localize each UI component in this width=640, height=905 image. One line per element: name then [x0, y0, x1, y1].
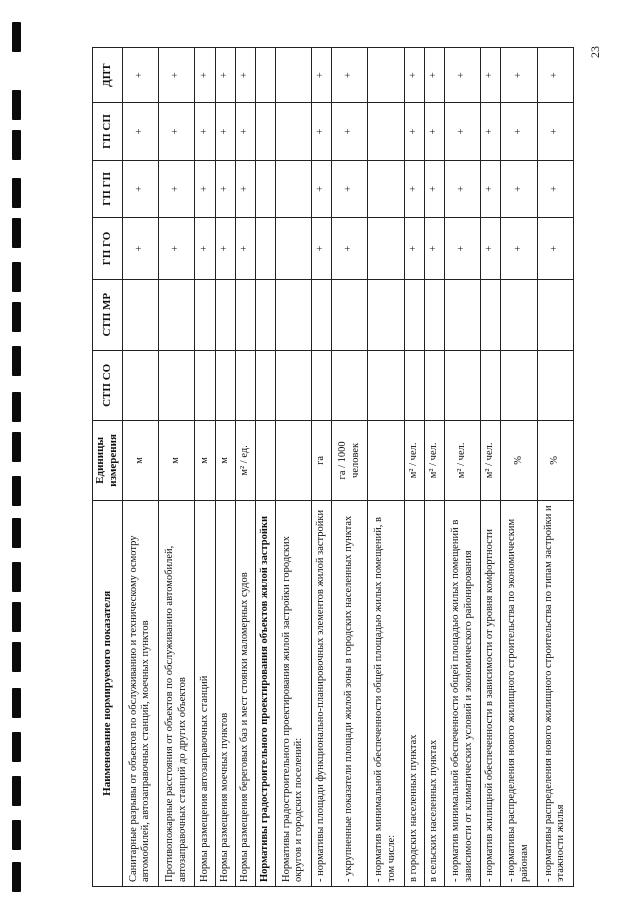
applicability-mark-cell: +	[501, 218, 537, 280]
applicability-mark-cell	[368, 160, 404, 217]
indicator-name-cell: Нормативы градостроительного проектирования жилой застройки городских округов и городских поселений:	[275, 500, 311, 886]
indicator-name-cell: - нормативы площади функционально-планировочных элементов жилой застройки	[312, 500, 332, 886]
applicability-mark-cell: +	[312, 218, 332, 280]
applicability-mark-cell: +	[215, 48, 235, 103]
applicability-mark-cell: +	[537, 103, 573, 160]
applicability-mark-cell: +	[122, 218, 158, 280]
binder-hole-strip	[12, 0, 22, 905]
applicability-mark-cell	[481, 350, 501, 421]
table-row	[312, 48, 332, 887]
indicator-name-cell: - норматив минимальной обеспеченности общей площадью жилых помещений, в том числе:	[368, 500, 404, 886]
applicability-mark-cell: +	[235, 160, 255, 217]
applicability-mark-cell	[368, 48, 404, 103]
indicator-name-cell: Санитарные разрывы от объектов по обслуживанию и техническому осмотру автомобилей, автозаправочных станций, моечных пунктов	[122, 500, 158, 886]
binder-hole	[12, 820, 21, 850]
rotated-table-container	[92, 47, 574, 887]
column-header: ГП ГП	[93, 160, 123, 217]
applicability-mark-cell	[537, 279, 573, 350]
unit-cell: %	[501, 421, 537, 500]
applicability-mark-cell	[275, 48, 311, 103]
applicability-mark-cell: +	[159, 48, 195, 103]
applicability-mark-cell	[255, 350, 275, 421]
indicator-name-cell: - нормативы распределения нового жилищного строительства по экономическим районам	[501, 500, 537, 886]
applicability-mark-cell: +	[312, 48, 332, 103]
column-header: СТП СО	[93, 350, 123, 421]
column-header: ГП ГО	[93, 218, 123, 280]
applicability-mark-cell: +	[501, 48, 537, 103]
applicability-mark-cell: +	[159, 218, 195, 280]
column-header: ГП СП	[93, 103, 123, 160]
indicator-name-cell: Нормы размещения береговых баз и мест стоянки маломерных судов	[235, 500, 255, 886]
table-body	[122, 48, 573, 887]
applicability-mark-cell	[332, 279, 368, 350]
applicability-mark-cell: +	[235, 48, 255, 103]
applicability-mark-cell	[537, 350, 573, 421]
applicability-mark-cell	[195, 279, 215, 350]
indicator-name-cell: - нормативы распределения нового жилищного строительства по типам застройки и этажности жилья	[537, 500, 573, 886]
applicability-mark-cell: +	[195, 218, 215, 280]
table-row	[332, 48, 368, 887]
indicator-name-cell: Нормативы градостроительного проектирования объектов жилой застройки	[255, 500, 275, 886]
applicability-mark-cell: +	[424, 218, 444, 280]
applicability-mark-cell: +	[122, 48, 158, 103]
binder-hole	[12, 262, 21, 292]
applicability-mark-cell	[122, 279, 158, 350]
applicability-mark-cell	[215, 350, 235, 421]
binder-hole	[12, 432, 21, 462]
applicability-mark-cell: +	[481, 103, 501, 160]
applicability-mark-cell	[424, 350, 444, 421]
binder-hole	[12, 476, 21, 506]
indicator-name-cell: в сельских населенных пунктах	[424, 500, 444, 886]
applicability-mark-cell: +	[444, 48, 480, 103]
applicability-mark-cell: +	[501, 160, 537, 217]
table-row	[537, 48, 573, 887]
normative-indicators-table	[92, 47, 574, 887]
table-row	[275, 48, 311, 887]
applicability-mark-cell: +	[332, 48, 368, 103]
unit-cell: м² / чел.	[404, 421, 424, 500]
applicability-mark-cell: +	[195, 160, 215, 217]
applicability-mark-cell: +	[235, 218, 255, 280]
table-row	[481, 48, 501, 887]
applicability-mark-cell: +	[195, 103, 215, 160]
binder-hole	[12, 392, 21, 422]
applicability-mark-cell	[255, 279, 275, 350]
column-header: Наименование нормируемого показателя	[93, 500, 123, 886]
column-header: Единицы измерения	[93, 421, 123, 500]
indicator-name-cell: Нормы размещения автозаправочных станций	[195, 500, 215, 886]
binder-hole	[12, 602, 21, 632]
binder-hole	[12, 302, 21, 332]
applicability-mark-cell: +	[537, 160, 573, 217]
applicability-mark-cell: +	[481, 218, 501, 280]
applicability-mark-cell	[235, 279, 255, 350]
applicability-mark-cell: +	[444, 218, 480, 280]
indicator-name-cell: - укрупненные показатели площади жилой зоны в городских населенных пунктах	[332, 500, 368, 886]
applicability-mark-cell: +	[481, 48, 501, 103]
column-header: ДПТ	[93, 48, 123, 103]
unit-cell	[255, 421, 275, 500]
applicability-mark-cell: +	[404, 103, 424, 160]
applicability-mark-cell	[481, 279, 501, 350]
binder-hole	[12, 642, 21, 672]
binder-hole	[12, 178, 21, 208]
unit-cell: га	[312, 421, 332, 500]
applicability-mark-cell	[312, 350, 332, 421]
applicability-mark-cell: +	[332, 218, 368, 280]
binder-hole	[12, 130, 21, 160]
unit-cell: м	[215, 421, 235, 500]
unit-cell: м	[159, 421, 195, 500]
applicability-mark-cell	[368, 218, 404, 280]
applicability-mark-cell	[255, 103, 275, 160]
applicability-mark-cell	[275, 279, 311, 350]
page-number: 23	[588, 46, 602, 58]
unit-cell: м² / чел.	[424, 421, 444, 500]
applicability-mark-cell: +	[122, 160, 158, 217]
table-row	[368, 48, 404, 887]
applicability-mark-cell	[275, 350, 311, 421]
column-header: СТП МР	[93, 279, 123, 350]
binder-hole	[12, 518, 21, 548]
table-row	[122, 48, 158, 887]
binder-hole	[12, 218, 21, 248]
indicator-name-cell: - норматив жилищной обеспеченности в зависимости от уровня комфортности	[481, 500, 501, 886]
applicability-mark-cell	[501, 279, 537, 350]
table-header-row	[93, 48, 123, 887]
applicability-mark-cell	[159, 279, 195, 350]
applicability-mark-cell	[444, 279, 480, 350]
applicability-mark-cell	[501, 350, 537, 421]
applicability-mark-cell	[122, 350, 158, 421]
applicability-mark-cell	[275, 103, 311, 160]
applicability-mark-cell: +	[501, 103, 537, 160]
unit-cell: м² / чел.	[481, 421, 501, 500]
applicability-mark-cell: +	[537, 218, 573, 280]
table-row	[235, 48, 255, 887]
binder-hole	[12, 562, 21, 592]
applicability-mark-cell: +	[235, 103, 255, 160]
applicability-mark-cell	[424, 279, 444, 350]
binder-hole	[12, 90, 21, 120]
table-row	[404, 48, 424, 887]
applicability-mark-cell: +	[215, 103, 235, 160]
applicability-mark-cell: +	[444, 103, 480, 160]
table-row	[215, 48, 235, 887]
table-row	[159, 48, 195, 887]
applicability-mark-cell: +	[481, 160, 501, 217]
applicability-mark-cell	[275, 160, 311, 217]
applicability-mark-cell	[312, 279, 332, 350]
applicability-mark-cell	[235, 350, 255, 421]
applicability-mark-cell: +	[424, 48, 444, 103]
unit-cell: м	[195, 421, 215, 500]
applicability-mark-cell: +	[332, 103, 368, 160]
table-row	[195, 48, 215, 887]
applicability-mark-cell: +	[404, 218, 424, 280]
applicability-mark-cell	[404, 350, 424, 421]
applicability-mark-cell	[255, 160, 275, 217]
binder-hole	[12, 346, 21, 376]
indicator-name-cell: Противопожарные расстояния от объектов по обслуживанию автомобилей, автозаправочных станций до других объектов	[159, 500, 195, 886]
applicability-mark-cell: +	[404, 48, 424, 103]
binder-hole	[12, 22, 21, 52]
binder-hole	[12, 732, 21, 762]
applicability-mark-cell: +	[195, 48, 215, 103]
applicability-mark-cell	[159, 350, 195, 421]
applicability-mark-cell	[255, 48, 275, 103]
applicability-mark-cell: +	[159, 160, 195, 217]
unit-cell	[275, 421, 311, 500]
applicability-mark-cell	[368, 279, 404, 350]
indicator-name-cell: в городских населенных пунктах	[404, 500, 424, 886]
applicability-mark-cell	[195, 350, 215, 421]
table-row	[255, 48, 275, 887]
unit-cell: м	[122, 421, 158, 500]
indicator-name-cell: - норматив минимальной обеспеченности общей площадью жилых помещений в зависимости от климатических условий и экономического районирования	[444, 500, 480, 886]
applicability-mark-cell	[404, 279, 424, 350]
applicability-mark-cell: +	[312, 103, 332, 160]
applicability-mark-cell	[368, 103, 404, 160]
indicator-name-cell: Нормы размещения моечных пунктов	[215, 500, 235, 886]
applicability-mark-cell: +	[122, 103, 158, 160]
applicability-mark-cell	[368, 350, 404, 421]
applicability-mark-cell	[215, 279, 235, 350]
table-row	[501, 48, 537, 887]
applicability-mark-cell: +	[215, 218, 235, 280]
applicability-mark-cell	[332, 350, 368, 421]
applicability-mark-cell: +	[404, 160, 424, 217]
applicability-mark-cell: +	[424, 103, 444, 160]
applicability-mark-cell: +	[424, 160, 444, 217]
applicability-mark-cell: +	[312, 160, 332, 217]
applicability-mark-cell	[275, 218, 311, 280]
binder-hole	[12, 688, 21, 718]
table-row	[424, 48, 444, 887]
binder-hole	[12, 776, 21, 806]
applicability-mark-cell: +	[215, 160, 235, 217]
applicability-mark-cell: +	[537, 48, 573, 103]
applicability-mark-cell	[444, 350, 480, 421]
unit-cell: га / 1000 человек	[332, 421, 368, 500]
applicability-mark-cell	[255, 218, 275, 280]
applicability-mark-cell: +	[332, 160, 368, 217]
binder-hole	[12, 862, 21, 892]
unit-cell	[368, 421, 404, 500]
unit-cell: %	[537, 421, 573, 500]
applicability-mark-cell: +	[444, 160, 480, 217]
unit-cell: м² / ед.	[235, 421, 255, 500]
applicability-mark-cell: +	[159, 103, 195, 160]
unit-cell: м² / чел.	[444, 421, 480, 500]
table-row	[444, 48, 480, 887]
